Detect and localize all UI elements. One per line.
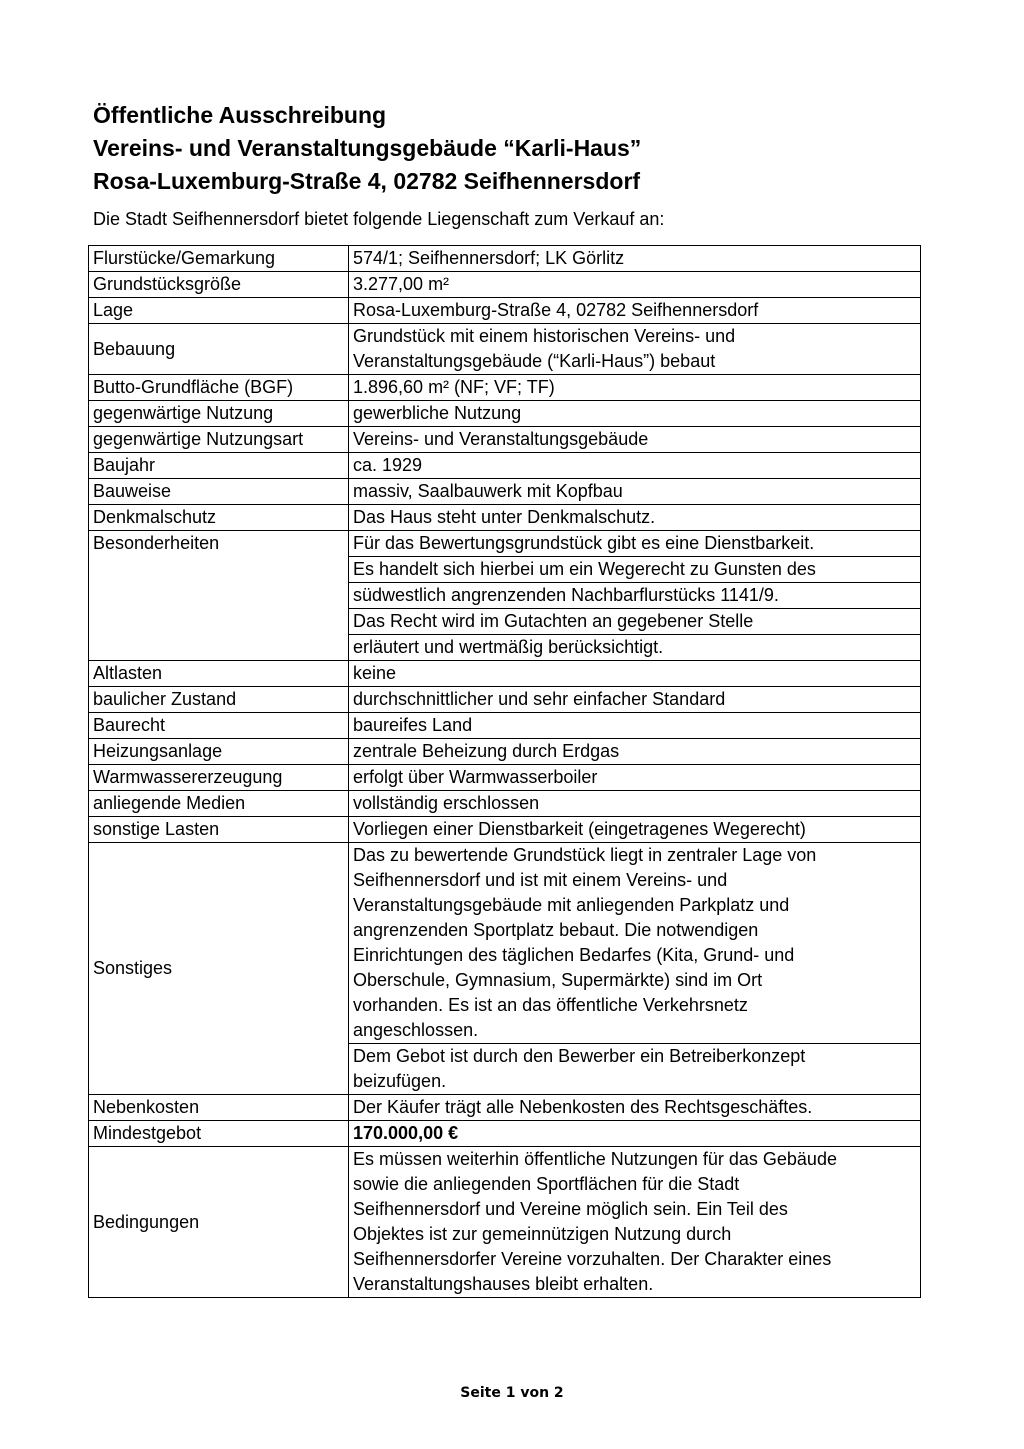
table-row — [89, 1121, 921, 1147]
row-value: massiv, Saalbauwerk mit Kopfbau — [349, 479, 921, 505]
row-label: Altlasten — [89, 661, 349, 687]
row-label: Bebauung — [89, 324, 349, 375]
value-line: Seifhennersdorfer Vereine vorzuhalten. Der Charakter eines — [353, 1249, 832, 1269]
value-paragraph — [349, 1043, 920, 1094]
value-line: Veranstaltungshauses bleibt erhalten. — [353, 1274, 654, 1294]
row-label: Nebenkosten — [89, 1095, 349, 1121]
table-row — [89, 791, 921, 817]
table-row — [89, 765, 921, 791]
row-label: sonstige Lasten — [89, 817, 349, 843]
row-label: Heizungsanlage — [89, 739, 349, 765]
row-value: vollständig erschlossen — [349, 791, 921, 817]
value-line: Seifhennersdorf und Vereine möglich sein. Ein Teil des — [353, 1199, 788, 1219]
intro-text: Die Stadt Seifhennersdorf bietet folgende Liegenschaft zum Verkauf an: — [93, 209, 665, 229]
row-label: Baurecht — [89, 713, 349, 739]
row-label: Bedingungen — [89, 1147, 349, 1298]
row-value: Rosa-Luxemburg-Straße 4, 02782 Seifhennersdorf — [349, 298, 921, 324]
row-label: Warmwassererzeugung — [89, 765, 349, 791]
table-row — [89, 246, 921, 272]
row-label: Sonstiges — [89, 843, 349, 1095]
value-line: vorhanden. Es ist an das öffentliche Verkehrsnetz — [353, 995, 748, 1015]
row-label: Besonderheiten — [89, 531, 349, 661]
row-label: Grundstücksgröße — [89, 272, 349, 298]
value-line: angrenzenden Sportplatz bebaut. Die notwendigen — [353, 920, 759, 940]
row-value: Es handelt sich hierbei um ein Wegerecht zu Gunsten des — [349, 557, 921, 583]
row-value: Vereins- und Veranstaltungsgebäude — [349, 427, 921, 453]
row-value: gewerbliche Nutzung — [349, 401, 921, 427]
row-label: Flurstücke/Gemarkung — [89, 246, 349, 272]
row-value: keine — [349, 661, 921, 687]
value-line: Dem Gebot ist durch den Bewerber ein Betreiberkonzept — [353, 1046, 806, 1066]
value-line: Das zu bewertende Grundstück liegt in zentraler Lage von — [353, 845, 817, 865]
value-line: angeschlossen. — [353, 1020, 479, 1040]
row-value: Vorliegen einer Dienstbarkeit (eingetragenes Wegerecht) — [349, 817, 921, 843]
table-row — [89, 427, 921, 453]
row-value: 3.277,00 m² — [349, 272, 921, 298]
value-line: Objektes ist zur gemeinnützigen Nutzung durch — [353, 1224, 732, 1244]
table-row — [89, 713, 921, 739]
table-row — [89, 661, 921, 687]
row-value: Das Recht wird im Gutachten an gegebener Stelle — [349, 609, 921, 635]
row-value — [349, 1147, 921, 1298]
row-label: anliegende Medien — [89, 791, 349, 817]
row-value: ca. 1929 — [349, 453, 921, 479]
row-value: durchschnittlicher und sehr einfacher Standard — [349, 687, 921, 713]
title-line-3: Rosa-Luxemburg-Straße 4, 02782 Seifhennersdorf — [93, 168, 641, 194]
table-row — [89, 453, 921, 479]
table-row — [89, 505, 921, 531]
table-row — [89, 1147, 921, 1298]
table-row — [89, 531, 921, 557]
row-value — [349, 324, 921, 375]
table-row — [89, 401, 921, 427]
document-title — [93, 99, 953, 198]
title-line-2: Vereins- und Veranstaltungsgebäude “Karli-Haus” — [93, 135, 642, 161]
row-value: Das Haus steht unter Denkmalschutz. — [349, 505, 921, 531]
row-label: Baujahr — [89, 453, 349, 479]
table-row — [89, 375, 921, 401]
table-row — [89, 298, 921, 324]
title-line-1: Öffentliche Ausschreibung — [93, 102, 387, 128]
row-label: Mindestgebot — [89, 1121, 349, 1147]
row-value: 574/1; Seifhennersdorf; LK Görlitz — [349, 246, 921, 272]
table-row — [89, 843, 921, 1095]
table-row — [89, 479, 921, 505]
row-value: erläutert und wertmäßig berücksichtigt. — [349, 635, 921, 661]
value-line: Veranstaltungsgebäude mit anliegenden Parkplatz und — [353, 895, 790, 915]
row-value: Der Käufer trägt alle Nebenkosten des Rechtsgeschäftes. — [349, 1095, 921, 1121]
value-line: beizufügen. — [353, 1071, 447, 1091]
row-label: Bauweise — [89, 479, 349, 505]
property-table — [88, 245, 921, 1298]
minimum-bid-value: 170.000,00 € — [349, 1121, 921, 1147]
row-value: Für das Bewertungsgrundstück gibt es eine Dienstbarkeit. — [349, 531, 921, 557]
row-label: Butto-Grundfläche (BGF) — [89, 375, 349, 401]
row-value: zentrale Beheizung durch Erdgas — [349, 739, 921, 765]
table-row — [89, 272, 921, 298]
row-value: baureifes Land — [349, 713, 921, 739]
value-line: Oberschule, Gymnasium, Supermärkte) sind im Ort — [353, 970, 763, 990]
table-row — [89, 1095, 921, 1121]
row-value: 1.896,60 m² (NF; VF; TF) — [349, 375, 921, 401]
value-paragraph — [349, 843, 920, 1043]
value-line: Seifhennersdorf und ist mit einem Vereins- und — [353, 870, 728, 890]
row-label: gegenwärtige Nutzungsart — [89, 427, 349, 453]
table-row — [89, 324, 921, 375]
value-line: Es müssen weiterhin öffentliche Nutzungen für das Gebäude — [353, 1149, 837, 1169]
row-value: erfolgt über Warmwasserboiler — [349, 765, 921, 791]
page-number: Seite 1 von 2 — [460, 1385, 564, 1401]
row-label: Denkmalschutz — [89, 505, 349, 531]
row-label: baulicher Zustand — [89, 687, 349, 713]
value-line: Einrichtungen des täglichen Bedarfes (Kita, Grund- und — [353, 945, 795, 965]
row-value — [349, 843, 921, 1095]
value-line: Grundstück mit einem historischen Vereins- und — [353, 326, 736, 346]
table-row — [89, 817, 921, 843]
row-label: Lage — [89, 298, 349, 324]
value-line: sowie die anliegenden Sportflächen für die Stadt — [353, 1174, 740, 1194]
row-label: gegenwärtige Nutzung — [89, 401, 349, 427]
table-row — [89, 739, 921, 765]
row-value: südwestlich angrenzenden Nachbarflurstücks 1141/9. — [349, 583, 921, 609]
table-row — [89, 687, 921, 713]
value-line: Veranstaltungsgebäude (“Karli-Haus”) bebaut — [353, 351, 716, 371]
